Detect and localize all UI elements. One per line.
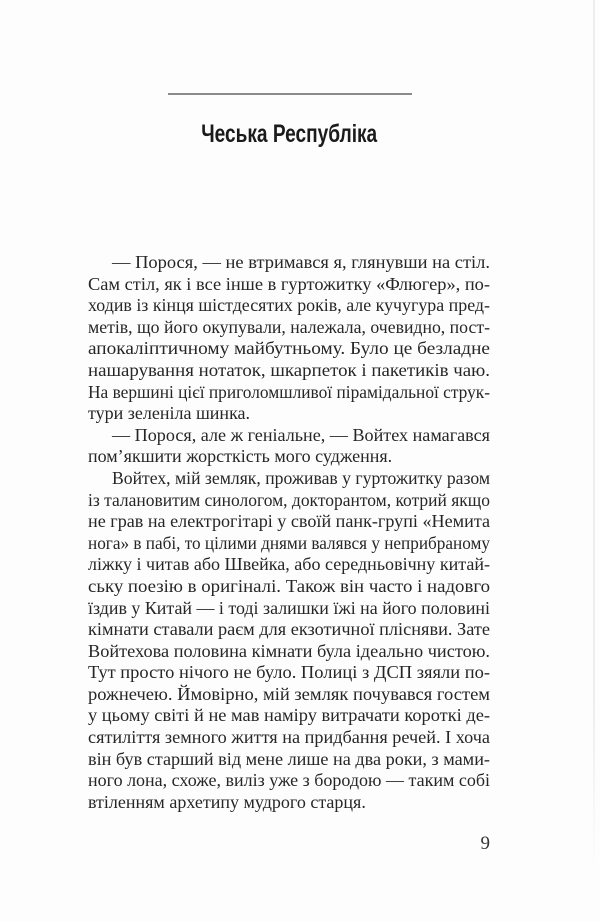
text-line-content: втіленням архетипу мудрого старця. — [88, 791, 366, 812]
text-line-content: із талановитим синологом, докторантом, котрий якщо — [88, 489, 490, 510]
body-text — [88, 252, 490, 813]
text-line — [88, 619, 490, 641]
chapter-title — [88, 117, 490, 151]
text-line-content: не грав на електрогітарі у своїй панк-групі «Немита — [88, 511, 490, 532]
text-line — [88, 511, 490, 533]
text-line — [88, 403, 490, 425]
text-line — [88, 576, 490, 598]
text-line — [88, 662, 490, 684]
text-line — [88, 274, 490, 296]
page-number: 9 — [480, 833, 490, 854]
text-line-content: ську поезію в оригіналі. Також він часто і надовго — [88, 575, 491, 596]
text-line — [88, 770, 490, 792]
text-line — [88, 338, 490, 360]
text-line-content: ліжку і читав або Швейка, або середньовічну китай- — [88, 554, 491, 575]
text-line-content: Войтех, мій земляк, проживав у гуртожитку разом — [112, 467, 490, 488]
text-line-content: Войтехова половина кімнати була ідеально чистою. — [88, 640, 490, 661]
text-line — [88, 684, 490, 706]
text-line — [88, 317, 490, 339]
text-line-content: їздив у Китай — і тоді залишки їжі на його половині — [88, 597, 490, 618]
text-line — [88, 792, 490, 814]
text-line-content: у цьому світі й не мав наміру витрачати короткі де- — [88, 705, 490, 726]
text-line-content: рожнечею. Ймовірно, мій земляк почувався гостем — [88, 683, 490, 704]
text-line-content: ного лона, схоже, виліз уже з бородою — таким собі — [88, 770, 490, 791]
text-line-content: кімнати ставали раєм для екзотичної плісняви. Зате — [88, 619, 490, 640]
text-line — [88, 360, 490, 382]
text-line-content: тури зеленіла шинка. — [88, 403, 251, 424]
text-line-content: він був старший від мене лише на два роки, з мами- — [88, 748, 490, 769]
text-line — [88, 446, 490, 468]
text-line-content: — Порося, але ж геніальне, — Войтех намагався — [112, 424, 490, 445]
text-line-content: На вершині цієї приголомшливої пірамідальної струк- — [88, 381, 490, 402]
text-line-content: сятиліття земного життя на придбання речей. І хоча — [88, 727, 490, 748]
chapter-title-text: Чеська Республіка — [201, 120, 377, 148]
text-line-content: пом’якшити жорсткість мого судження. — [88, 446, 393, 467]
text-line — [88, 468, 490, 490]
text-line-content: нога» в пабі, то цілими днями валявся у неприбраному — [88, 532, 490, 553]
text-line — [88, 425, 490, 447]
text-line — [88, 727, 490, 749]
text-line — [88, 382, 490, 404]
text-line — [88, 598, 490, 620]
text-line — [88, 295, 490, 317]
text-line-content: ходив із кінця шістдесятих років, але кучугура пред- — [88, 295, 490, 316]
text-line-content: Сам стіл, як і все інше в гуртожитку «Флюгер», по- — [88, 273, 490, 294]
section-divider-rule — [168, 93, 412, 95]
text-line — [88, 641, 490, 663]
text-line-content: нашарування нотаток, шкарпеток і пакетиків чаю. — [88, 359, 491, 380]
text-line — [88, 705, 490, 727]
page-edge-line — [593, 0, 595, 875]
text-line — [88, 252, 490, 274]
text-line-content: апокаліптичному майбутньому. Було це безладне — [88, 338, 490, 359]
text-line — [88, 533, 490, 555]
text-line-content: — Порося, — не втримався я, глянувши на стіл. — [112, 252, 490, 272]
text-line — [88, 554, 490, 576]
text-line — [88, 490, 490, 512]
text-line — [88, 749, 490, 771]
text-line-content: Тут просто нічого не було. Полиці з ДСП зяяли по- — [88, 662, 490, 683]
text-line-content: метів, що його окупували, належала, очевидно, пост- — [88, 316, 490, 337]
